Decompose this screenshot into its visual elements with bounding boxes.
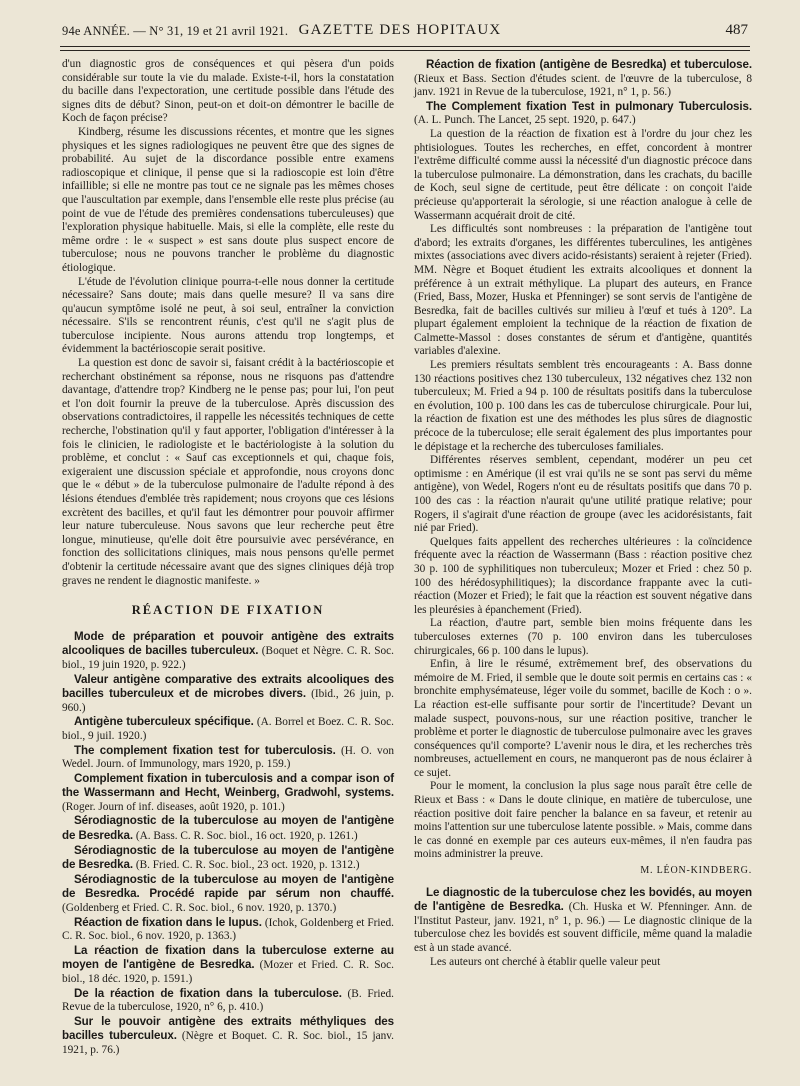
header-rule-thin (60, 50, 750, 51)
reference-title: Sérodiagnostic de la tuberculose au moyen de l'antigène de Besredka. Procédé rapide par sérum non chauffé. (62, 872, 394, 901)
left-paragraph-1: d'un diagnostic gros de conséquences et qui pèsera d'un poids considérable sur toute la vie du malade. Existe-t-il, hors la constatation du bacille dans l'expectoration, une certitude possible dans l'étude des signes dits de début? Sinon, peut-on et doit-on démontrer le bacille de Koch de façon précise? (62, 58, 394, 125)
reference-title: The complement fixation test for tuberculosis. (74, 743, 336, 757)
reference-source: (Mozer et Fried. C. R. Soc. biol., 18 déc. 1920, p. 1591.) (62, 959, 394, 985)
right-paragraph-10: Les auteurs ont cherché à établir quelle valeur peut (430, 955, 661, 968)
left-paragraph-4: La question est donc de savoir si, faisant crédit à la bactérioscopie et recherchant obstinément sa réponse, nous ne risquons pas d'attendre davantage, d'attendre trop? Kindberg ne le pense pas; pour lui, l'on peut et l'on doit fournir la preuve de la tuberculose. Après discussion des observations contradictoires, il rappelle les nécessités techniques de cette recherche, l'obstination qu'il y faut apporter, l'obligation d'intéresser à la fois le clinicien, le radiologiste et le bactériologiste à la solution du problème, et conclut : « Sauf cas exceptionnels et qui, chaque fois, exigeraient une discussion spéciale et approfondie, nous croyons donc que le « début » de la tuberculose pulmonaire de l'adulte répond à des lésions étendues d'emblée très rapidement; nous croyons que ces lésions excrètent des bacilles, et qu'il faut les démontrer pour pouvoir affirmer leur nature tuberculeuse. Nous savons que leur recherche peut être longue, minutieuse, qu'elle doit être poursuivie avec persévérance, en fonction des sollicitations cliniques, mais nous pensons qu'elle permet d'obtenir la certitude nécessaire avant que des signes cliniques déjà trop graves ne rendent le diagnostic manifeste. » (62, 357, 394, 587)
reference-title: Sérodiagnostic de la tuberculose au moyen de l'antigène de Besredka. (62, 814, 394, 843)
page-number: 487 (725, 22, 748, 38)
reference-item (62, 744, 394, 772)
reference-source: (H. O. von Wedel. Journ. of Immunology, mars 1920, p. 159.) (62, 744, 395, 771)
right-paragraph-6: La réaction, d'autre part, semble bien moins fréquente dans les tuberculoses externes (70 p. 100 environ dans les tuberculoses chirurgicales, 66 p. 100 dans le lupus). (414, 617, 752, 657)
right-paragraph-5: Quelques faits appellent des recherches ultérieures : la coïncidence fréquente avec la réaction de Wassermann (Bass : réaction positive chez 30 p. 100 de syphilitiques non tuberculeux; Mozer et Fried : chez 50 p. 100 des hérédosyphilitiques); la discordance frappante avec la cuti-réaction (Mozer et Fried); le fait que la réaction est souvent négative dans les pleurésies à épanchement (Fried). (414, 535, 752, 616)
right-paragraph-7: Enfin, à lire le résumé, extrêmement bref, des observations du mémoire de M. Fried, il semble que le doute soit permis en certains cas : « bronchite emphysémateuse, léger voile du sommet, bacille de Koch : o ». La réaction est-elle suffisante pour sortir de l'incertitude? Devant un malade suspect, pouvons-nous, sur une réaction positive, trancher le problème et porter le diagnostic de tuberculose pulmonaire avec les graves conséquences qu'il comporte? L'avenir nous le dira, et les recherches très nombreuses, actuellement en cours, ne manqueront pas de nous éclairer à ce sujet. (414, 658, 752, 779)
right-column (414, 58, 752, 969)
reference-title: Antigène tuberculeux spécifique. (74, 715, 254, 729)
reference-source: (Goldenberg et Fried. C. R. Soc. biol., 6 nov. 1920, p. 1370.) (62, 902, 337, 915)
reference-source: (Ichok, Goldenberg et Fried. C. R. Soc. biol., 6 nov. 1920, p. 1363.) (62, 916, 395, 943)
article-title: Réaction de fixation (antigène de Besredka) et tuberculose. (426, 58, 752, 71)
reference-title: La réaction de fixation dans la tuberculose externe au moyen de l'antigène de Besredka. (62, 943, 394, 972)
left-paragraph-2: Kindberg, résume les discussions récentes, et montre que les signes physiques et les signes radiologiques ne peuvent être que des signes de probabilité. Au sujet de la discordance possible entre examens radioscopique et clinique, il pense que si la radioscopie est loin d'être infaillible; si elle ne montre pas tout ce ne signale pas les mêmes choses que l'auscultation par exemple, dans l'ensemble elle reste plus précise (au point de vue de l'étude des premières condensations tuberculeuses) que l'exploration physique habituelle. Mais, si elle la complète, elle reste du même ordre : le « suspect » est sans doute plus suspect encore de tuberculose; nous ne pouvons trancher le problème du diagnostic étiologique. (62, 125, 394, 274)
reference-item (62, 916, 394, 944)
page-header (0, 10, 800, 46)
reference-source: (B. Fried. C. R. Soc. biol., 23 oct. 1920, p. 1312.) (135, 859, 360, 872)
left-column (62, 58, 394, 1058)
article-title: Le diagnostic de la tuberculose chez les bovidés, au moyen de l'antigène de Besredka. (414, 885, 752, 914)
reference-source: (Roger. Journ of inf. diseases, août 1920, p. 101.) (62, 800, 285, 813)
article-title: The Complement fixation Test in pulmonary Tuberculosis. (426, 99, 752, 113)
reference-item (62, 987, 394, 1015)
section-heading: RÉACTION DE FIXATION (131, 603, 325, 618)
right-paragraph-4: Différentes réserves semblent, cependant, modérer un peu cet optimisme : en Amérique (il est vrai qu'ils ne se sont pas servi du même antigène), von Wedel, Rogers n'ont eu de résultats positifs que dans 70 p. 100 des cas : la réaction n'aurait qu'une utilité pratique relative; pour Rogers, il s'agirait d'une réaction de groupe (avec les acidorésistants, fait nié par Fried). (414, 454, 752, 535)
reference-item (62, 715, 394, 743)
reference-source: (A. Borrel et Boez. C. R. Soc. biol., 9 juil. 1920.) (62, 716, 394, 742)
article-source: (A. L. Punch. The Lancet, 25 sept. 1920, p. 647.) (414, 114, 636, 127)
reference-item (62, 1015, 394, 1058)
right-paragraph-9: Le diagnostic clinique de la tuberculose chez les bovidés est souvent difficile, même quand la maladie est à un stade avancé. (414, 914, 752, 954)
issue-line: 94e ANNÉE. — N° 31, 19 et 21 avril 1921. (62, 24, 289, 38)
right-paragraph-1: La question de la réaction de fixation est à l'ordre du jour chez les phtisiologues. Toutes les recherches, en effet, concordent à montrer l'extrême difficulté comme aussi la nécessité d'un diagnostic précoce dans la tuberculose pulmonaire. La démonstration, dans les crachats, du bacille de Koch, seul signe de certitude, peut être délicate : on conçoit l'aide précieuse qu'apporterait la sérologie, si une réaction analogue à celle de Wassermann acquérait droit de cité. (414, 127, 752, 222)
reference-item (62, 873, 394, 916)
reference-title: Complement fixation in tuberculosis and a compar ison of the Wassermann and Hecht, Weinberg, Gradwohl, systems. (62, 771, 394, 800)
reference-title: De la réaction de fixation dans la tuberculose. (74, 986, 342, 1000)
reference-title: Réaction de fixation dans le lupus. (74, 915, 262, 929)
article-reference (414, 58, 752, 100)
right-paragraph-8: Pour le moment, la conclusion la plus sage nous paraît être celle de Rieux et Bass : « Dans le doute clinique, en matière de tuberculose, une réaction positive doit faire pencher la balance en sa faveur, et retenir au moins l'attention sur une tuberculose latente possible. » Mais, comme dans le cas donné en exemple par ces auteurs eux-mêmes, il n'en faudra pas moins administrer la preuve. (414, 780, 752, 861)
reference-source: (A. Bass. C. R. Soc. biol., 16 oct. 1920, p. 1261.) (135, 830, 358, 843)
right-paragraph-2: Les difficultés sont nombreuses : la préparation de l'antigène tout d'abord; les extraits d'organes, les différentes tuberculines, les antigènes mixtes (associations avec divers acido-résistants) seraient à rejeter (Fried). MM. Nègre et Boquet étudient les extraits alcooliques et donnent la préférence à un extrait méthylique. La plupart des auteurs, en France (Fried, Bass, Mozer, Huska et Pfenninger) se sont servis de l'antigène de Besredka, fait de bacilles cultivés sur milieu à l'œuf et tués à 120°. La plupart également emploient la technique de la réaction de fixation de Calmette-Massol : doses constantes de sérum et d'antigène, quantités variables d'alexine. (414, 223, 752, 358)
article-reference (414, 886, 752, 956)
left-paragraph-3: L'étude de l'évolution clinique pourra-t-elle nous donner la certitude nécessaire? Sans doute; mais dans quelle mesure? Il va sans dire qu'aucun symptôme isolé ne peut, à soi seul, entraîner la conviction nécessaire. S'ils se rencontrent réunis, c'est qu'il ne s'agit plus de tuberculose incipiente. Nous aurons attendu trop longtemps, et évidemment la bactérioscopie serait positive. (62, 275, 394, 356)
reference-item (62, 772, 394, 815)
reference-source: (Nègre et Boquet. C. R. Soc. biol., 15 janv. 1921, p. 76.) (62, 1030, 394, 1056)
reference-title: Sérodiagnostic de la tuberculose au moyen de l'antigène de Besredka. (62, 843, 394, 872)
article-reference (414, 100, 752, 128)
reference-title: Mode de préparation et pouvoir antigène des extraits alcooliques de bacilles tuberculeux. (62, 629, 394, 658)
reference-title: Valeur antigène comparative des extraits alcooliques des bacilles tuberculeux et de microbes divers. (62, 672, 394, 701)
header-rule-thick (60, 46, 750, 47)
author-signature: M. LÉON-KINDBERG. (640, 865, 752, 877)
reference-item (62, 630, 394, 673)
reference-item (62, 814, 394, 843)
right-paragraph-3: Les premiers résultats semblent très encourageants : A. Bass donne 130 réactions positives chez 130 tuberculeux, 132 négatives chez 132 non tuberculeux; M. Fried a 94 p. 100 de résultats positifs dans la tuberculose en évolution, 100 p. 100 dans les cas de tuberculose chirurgicale. Pour lui, la réaction de fixation est une des méthodes les plus sûres de diagnostic précoce de la tuberculose; elle serait également des plus importantes pour le dépistage et la recherche des tuberculoses familiales. (414, 359, 752, 453)
reference-source: (B. Fried. Revue de la tuberculose, 1920, n° 6, p. 410.) (62, 987, 395, 1014)
reference-item (62, 673, 394, 716)
reference-item (62, 944, 394, 987)
reference-title: Sur le pouvoir antigène des extraits méthyliques des bacilles tuberculeux. (62, 1014, 394, 1043)
reference-source: (Boquet et Nègre. C. R. Soc. biol., 19 juin 1920, p. 922.) (62, 645, 395, 671)
article-source: (Ch. Huska et W. Pfenninger. Ann. de l'Institut Pasteur, janv. 1921, n° 1, p. 96.) — (414, 901, 752, 927)
reference-source: (Ibid., 26 juin, p. 960.) (62, 688, 395, 714)
journal-title: GAZETTE DES HOPITAUX (298, 22, 502, 38)
article-source: (Rieux et Bass. Section d'études scient. de l'œuvre de la tuberculose, 8 janv. 1921 in Revue de la tuberculose, 1921, n° 1, p. 56.) (414, 72, 752, 99)
reference-item (62, 844, 394, 873)
